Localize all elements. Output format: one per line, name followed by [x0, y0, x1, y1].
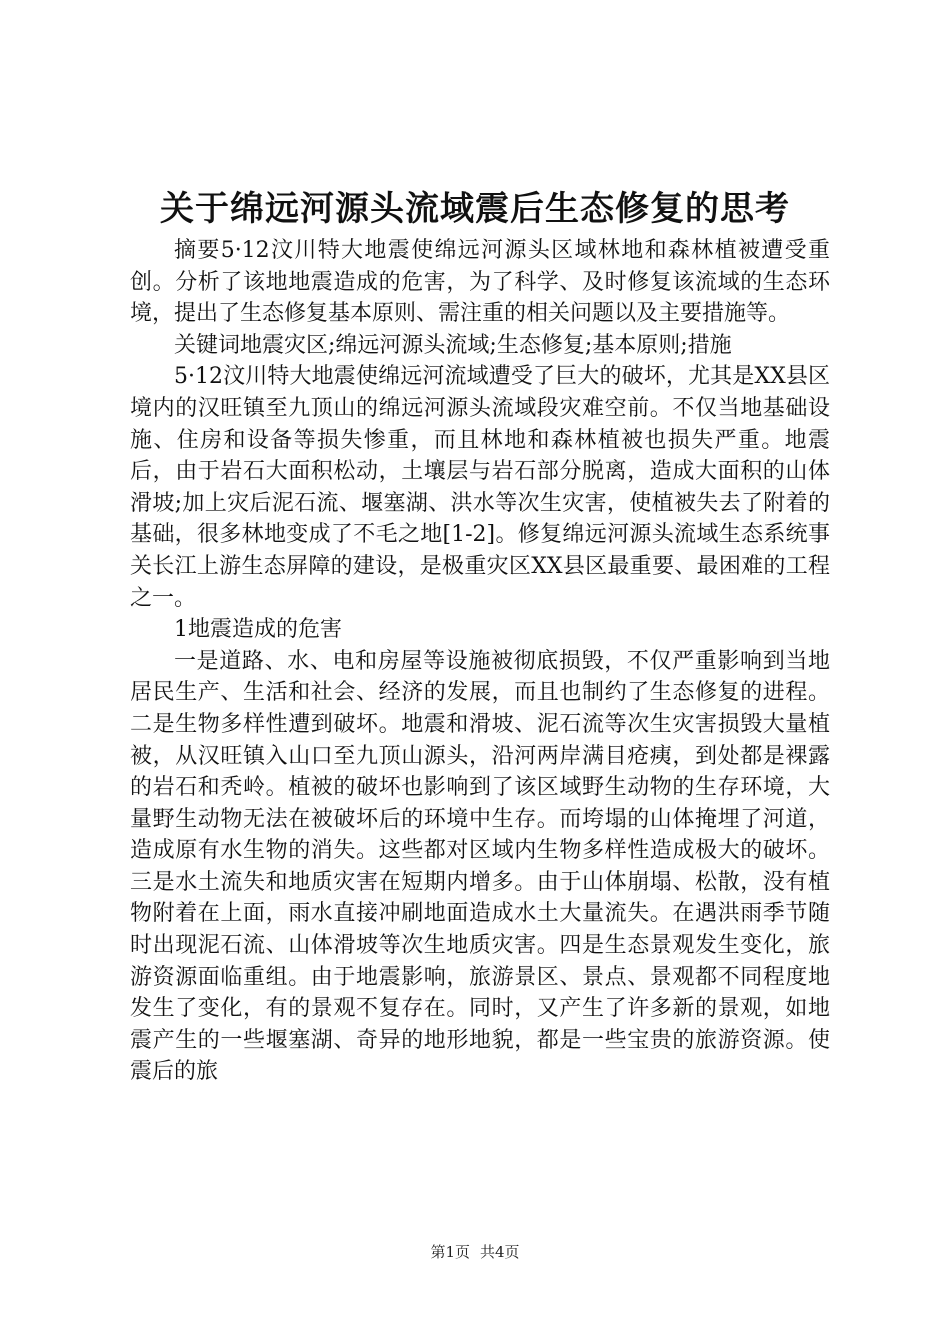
page-footer [0, 1242, 950, 1262]
page-total: 共4页 [480, 1243, 520, 1261]
keywords-paragraph: 关键词地震灾区;绵远河源头流域;生态修复;基本原则;措施 [174, 332, 732, 358]
abstract-paragraph: 摘要5·12汶川特大地震使绵远河源头区域林地和森林植被遭受重创。分析了该地地震造成的危害，为了科学、及时修复该流域的生态环境，提出了生态修复基本原则、需注重的相关问题以及主要措施等。 [130, 238, 830, 327]
body-paragraph: 一是道路、水、电和房屋等设施被彻底损毁，不仅严重影响到当地居民生产、生活和社会、经济的发展，而且也制约了生态修复的进程。二是生物多样性遭到破坏。地震和滑坡、泥石流等次生灾害损毁大量植被，从汉旺镇入山口至九顶山源头，沿河两岸满目疮痍，到处都是裸露的岩石和秃岭。植被的破坏也影响到了该区域野生动物的生存环境，大量野生动物无法在被破坏后的环境中生存。而垮塌的山体掩埋了河道，造成原有水生物的消失。这些都对区域内生物多样性造成极大的破坏。三是水土流失和地质灾害在短期内增多。由于山体崩塌、松散，没有植物附着在上面，雨水直接冲刷地面造成水土大量流失。在遇洪雨季节随时出现泥石流、山体滑坡等次生地质灾害。四是生态景观发生变化，旅游资源面临重组。由于地震影响，旅游景区、景点、景观都不同程度地发生了变化，有的景观不复存在。同时，又产生了许多新的景观，如地震产生的一些堰塞湖、奇异的地形地貌，都是一些宝贵的旅游资源。使震后的旅 [130, 648, 830, 1085]
section-heading: 1地震造成的危害 [174, 617, 342, 643]
intro-paragraph: 5·12汶川特大地震使绵远河流域遭受了巨大的破坏，尤其是XX县区境内的汉旺镇至九顶山的绵远河源头流域段灾难空前。不仅当地基础设施、住房和设备等损失惨重，而且林地和森林植被也损失严重。地震后，由于岩石大面积松动，土壤层与岩石部分脱离，造成大面积的山体滑坡;加上灾后泥石流、堰塞湖、洪水等次生灾害，使植被失去了附着的基础，很多林地变成了不毛之地[1-2]。修复绵远河源头流域生态系统事关长江上游生态屏障的建设，是极重灾区XX县区最重要、最困难的工程之一。 [130, 364, 830, 611]
page-number: 第1页 [430, 1243, 470, 1261]
document-body [130, 235, 830, 1088]
document-title: 关于绵远河源头流域震后生态修复的思考 [160, 189, 790, 229]
